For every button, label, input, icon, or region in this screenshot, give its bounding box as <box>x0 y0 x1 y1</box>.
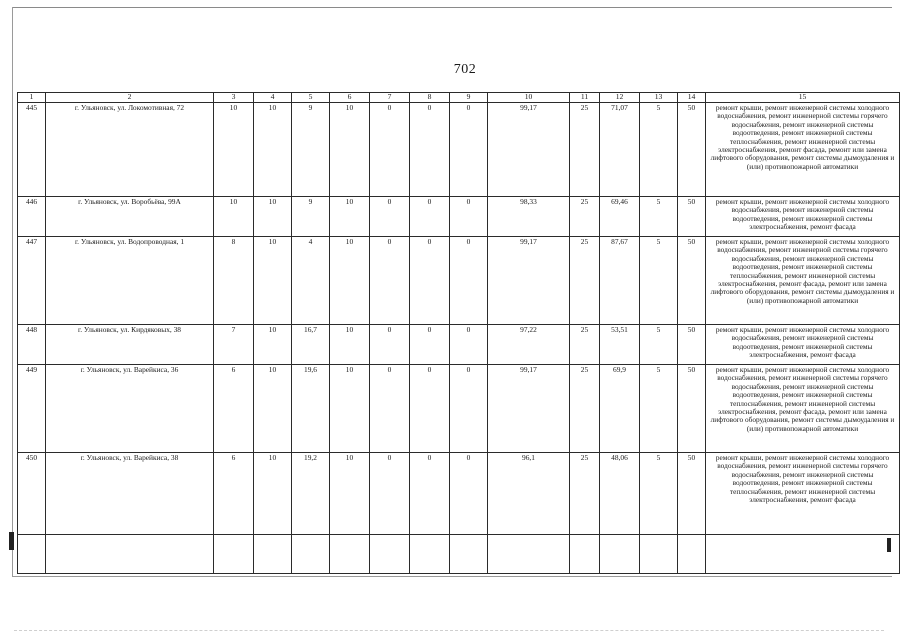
table-row <box>18 453 900 535</box>
table-cell: 69,46 <box>600 197 640 237</box>
table-cell: 10 <box>254 453 292 535</box>
table-cell: 10 <box>330 325 370 365</box>
column-header: 10 <box>488 93 570 103</box>
table-cell: 0 <box>410 453 450 535</box>
table-cell: 7 <box>214 325 254 365</box>
registry-table <box>17 92 900 574</box>
table-cell: 6 <box>214 453 254 535</box>
table-cell: 0 <box>410 365 450 453</box>
column-header: 1 <box>18 93 46 103</box>
table-cell: 0 <box>410 325 450 365</box>
table-cell: 50 <box>678 365 706 453</box>
table-cell: 0 <box>410 103 450 197</box>
empty-cell <box>370 535 410 574</box>
table-cell: 10 <box>254 325 292 365</box>
empty-cell <box>706 535 900 574</box>
column-header: 2 <box>46 93 214 103</box>
column-header: 4 <box>254 93 292 103</box>
table-cell: 50 <box>678 325 706 365</box>
row-number: 445 <box>18 103 46 197</box>
table-cell: 5 <box>640 325 678 365</box>
row-number: 449 <box>18 365 46 453</box>
table-cell: 97,22 <box>488 325 570 365</box>
address-cell: г. Ульяновск, ул. Воробьёва, 99А <box>46 197 214 237</box>
table-cell: 0 <box>450 197 488 237</box>
column-header: 12 <box>600 93 640 103</box>
table-cell: 69,9 <box>600 365 640 453</box>
table-cell: 10 <box>214 197 254 237</box>
page-number: 702 <box>453 62 477 77</box>
empty-cell <box>570 535 600 574</box>
empty-cell <box>640 535 678 574</box>
table-cell: 0 <box>410 197 450 237</box>
empty-cell <box>678 535 706 574</box>
table-row-empty <box>18 535 900 574</box>
empty-cell <box>600 535 640 574</box>
table-cell: 16,7 <box>292 325 330 365</box>
table-cell: 0 <box>370 197 410 237</box>
table-cell: 5 <box>640 237 678 325</box>
table-cell: 50 <box>678 453 706 535</box>
table-cell: 87,67 <box>600 237 640 325</box>
table-header-row <box>18 93 900 103</box>
column-header: 7 <box>370 93 410 103</box>
table-cell: 25 <box>570 197 600 237</box>
table-row <box>18 365 900 453</box>
table-cell: 10 <box>254 197 292 237</box>
table-row <box>18 325 900 365</box>
column-header: 5 <box>292 93 330 103</box>
table-cell: 5 <box>640 197 678 237</box>
works-cell: ремонт крыши, ремонт инженерной системы холодного водоснабжения, ремонт инженерной системы горячего водоснабжения, ремонт инженерной системы водоотведения, ремонт инженерной системы теплоснабжения, ремонт инженерной системы электроснабжения, ремонт фасада <box>706 453 900 535</box>
table-cell: 6 <box>214 365 254 453</box>
table-cell: 5 <box>640 365 678 453</box>
address-cell: г. Ульяновск, ул. Варейкиса, 36 <box>46 365 214 453</box>
table-cell: 50 <box>678 103 706 197</box>
table-cell: 10 <box>254 103 292 197</box>
table-cell: 98,33 <box>488 197 570 237</box>
empty-cell <box>18 535 46 574</box>
table-cell: 10 <box>214 103 254 197</box>
table-cell: 48,06 <box>600 453 640 535</box>
table-cell: 9 <box>292 103 330 197</box>
table-cell: 25 <box>570 365 600 453</box>
table-cell: 4 <box>292 237 330 325</box>
works-cell: ремонт крыши, ремонт инженерной системы холодного водоснабжения, ремонт инженерной системы водоотведения, ремонт инженерной системы электроснабжения, ремонт фасада <box>706 197 900 237</box>
table-cell: 10 <box>330 103 370 197</box>
table-cell: 99,17 <box>488 103 570 197</box>
empty-cell <box>410 535 450 574</box>
table-cell: 0 <box>450 453 488 535</box>
table-cell: 99,17 <box>488 365 570 453</box>
empty-cell <box>292 535 330 574</box>
address-cell: г. Ульяновск, ул. Водопроводная, 1 <box>46 237 214 325</box>
page-frame-left <box>12 7 13 577</box>
table-cell: 5 <box>640 103 678 197</box>
table-row <box>18 103 900 197</box>
works-cell: ремонт крыши, ремонт инженерной системы холодного водоснабжения, ремонт инженерной системы водоотведения, ремонт инженерной системы электроснабжения, ремонт фасада <box>706 325 900 365</box>
empty-cell <box>46 535 214 574</box>
address-cell: г. Ульяновск, ул. Локомотивная, 72 <box>46 103 214 197</box>
table-cell: 10 <box>330 237 370 325</box>
table-cell: 19,6 <box>292 365 330 453</box>
empty-cell <box>214 535 254 574</box>
works-cell: ремонт крыши, ремонт инженерной системы холодного водоснабжения, ремонт инженерной системы горячего водоснабжения, ремонт инженерной системы водоотведения, ремонт инженерной системы теплоснабжения, ремонт инженерной системы электроснабжения, ремонт фасада, ремонт или замена лифтового оборудования, ремонт системы дымоудаления и (или) противопожарной автоматики <box>706 365 900 453</box>
table-cell: 0 <box>450 237 488 325</box>
row-number: 448 <box>18 325 46 365</box>
column-header: 9 <box>450 93 488 103</box>
page-frame-bottom <box>12 576 892 577</box>
table-row <box>18 197 900 237</box>
table-row <box>18 237 900 325</box>
row-number: 446 <box>18 197 46 237</box>
table-cell: 8 <box>214 237 254 325</box>
column-header: 15 <box>706 93 900 103</box>
scan-edge-mark-left <box>9 532 14 550</box>
table-cell: 19,2 <box>292 453 330 535</box>
table-cell: 0 <box>410 237 450 325</box>
empty-cell <box>488 535 570 574</box>
empty-cell <box>254 535 292 574</box>
table-cell: 0 <box>370 453 410 535</box>
page-frame-top <box>12 7 892 8</box>
table-cell: 10 <box>254 365 292 453</box>
row-number: 450 <box>18 453 46 535</box>
table-cell: 0 <box>370 237 410 325</box>
works-cell: ремонт крыши, ремонт инженерной системы холодного водоснабжения, ремонт инженерной системы горячего водоснабжения, ремонт инженерной системы водоотведения, ремонт инженерной системы теплоснабжения, ремонт инженерной системы электроснабжения, ремонт фасада, ремонт или замена лифтового оборудования, ремонт системы дымоудаления и (или) противопожарной автоматики <box>706 103 900 197</box>
table-cell: 10 <box>330 453 370 535</box>
table-cell: 50 <box>678 197 706 237</box>
table-cell: 0 <box>450 365 488 453</box>
table-cell: 0 <box>370 325 410 365</box>
table-cell: 5 <box>640 453 678 535</box>
table-cell: 10 <box>330 197 370 237</box>
table-cell: 0 <box>370 103 410 197</box>
table-cell: 50 <box>678 237 706 325</box>
table-cell: 10 <box>254 237 292 325</box>
table-cell: 99,17 <box>488 237 570 325</box>
empty-cell <box>450 535 488 574</box>
table-cell: 9 <box>292 197 330 237</box>
empty-cell <box>330 535 370 574</box>
scan-artifact-line <box>14 630 884 631</box>
row-number: 447 <box>18 237 46 325</box>
works-cell: ремонт крыши, ремонт инженерной системы холодного водоснабжения, ремонт инженерной системы горячего водоснабжения, ремонт инженерной системы водоотведения, ремонт инженерной системы теплоснабжения, ремонт инженерной системы электроснабжения, ремонт фасада, ремонт или замена лифтового оборудования, ремонт системы дымоудаления и (или) противопожарной автоматики <box>706 237 900 325</box>
table-cell: 53,51 <box>600 325 640 365</box>
column-header: 14 <box>678 93 706 103</box>
column-header: 6 <box>330 93 370 103</box>
address-cell: г. Ульяновск, ул. Кирдяковых, 38 <box>46 325 214 365</box>
table-cell: 25 <box>570 453 600 535</box>
table-cell: 25 <box>570 325 600 365</box>
table-cell: 25 <box>570 103 600 197</box>
table-cell: 0 <box>450 325 488 365</box>
table-cell: 10 <box>330 365 370 453</box>
table-cell: 25 <box>570 237 600 325</box>
column-header: 8 <box>410 93 450 103</box>
column-header: 11 <box>570 93 600 103</box>
table-cell: 71,07 <box>600 103 640 197</box>
column-header: 13 <box>640 93 678 103</box>
column-header: 3 <box>214 93 254 103</box>
table-cell: 0 <box>370 365 410 453</box>
table-cell: 0 <box>450 103 488 197</box>
address-cell: г. Ульяновск, ул. Варейкиса, 38 <box>46 453 214 535</box>
table-cell: 96,1 <box>488 453 570 535</box>
